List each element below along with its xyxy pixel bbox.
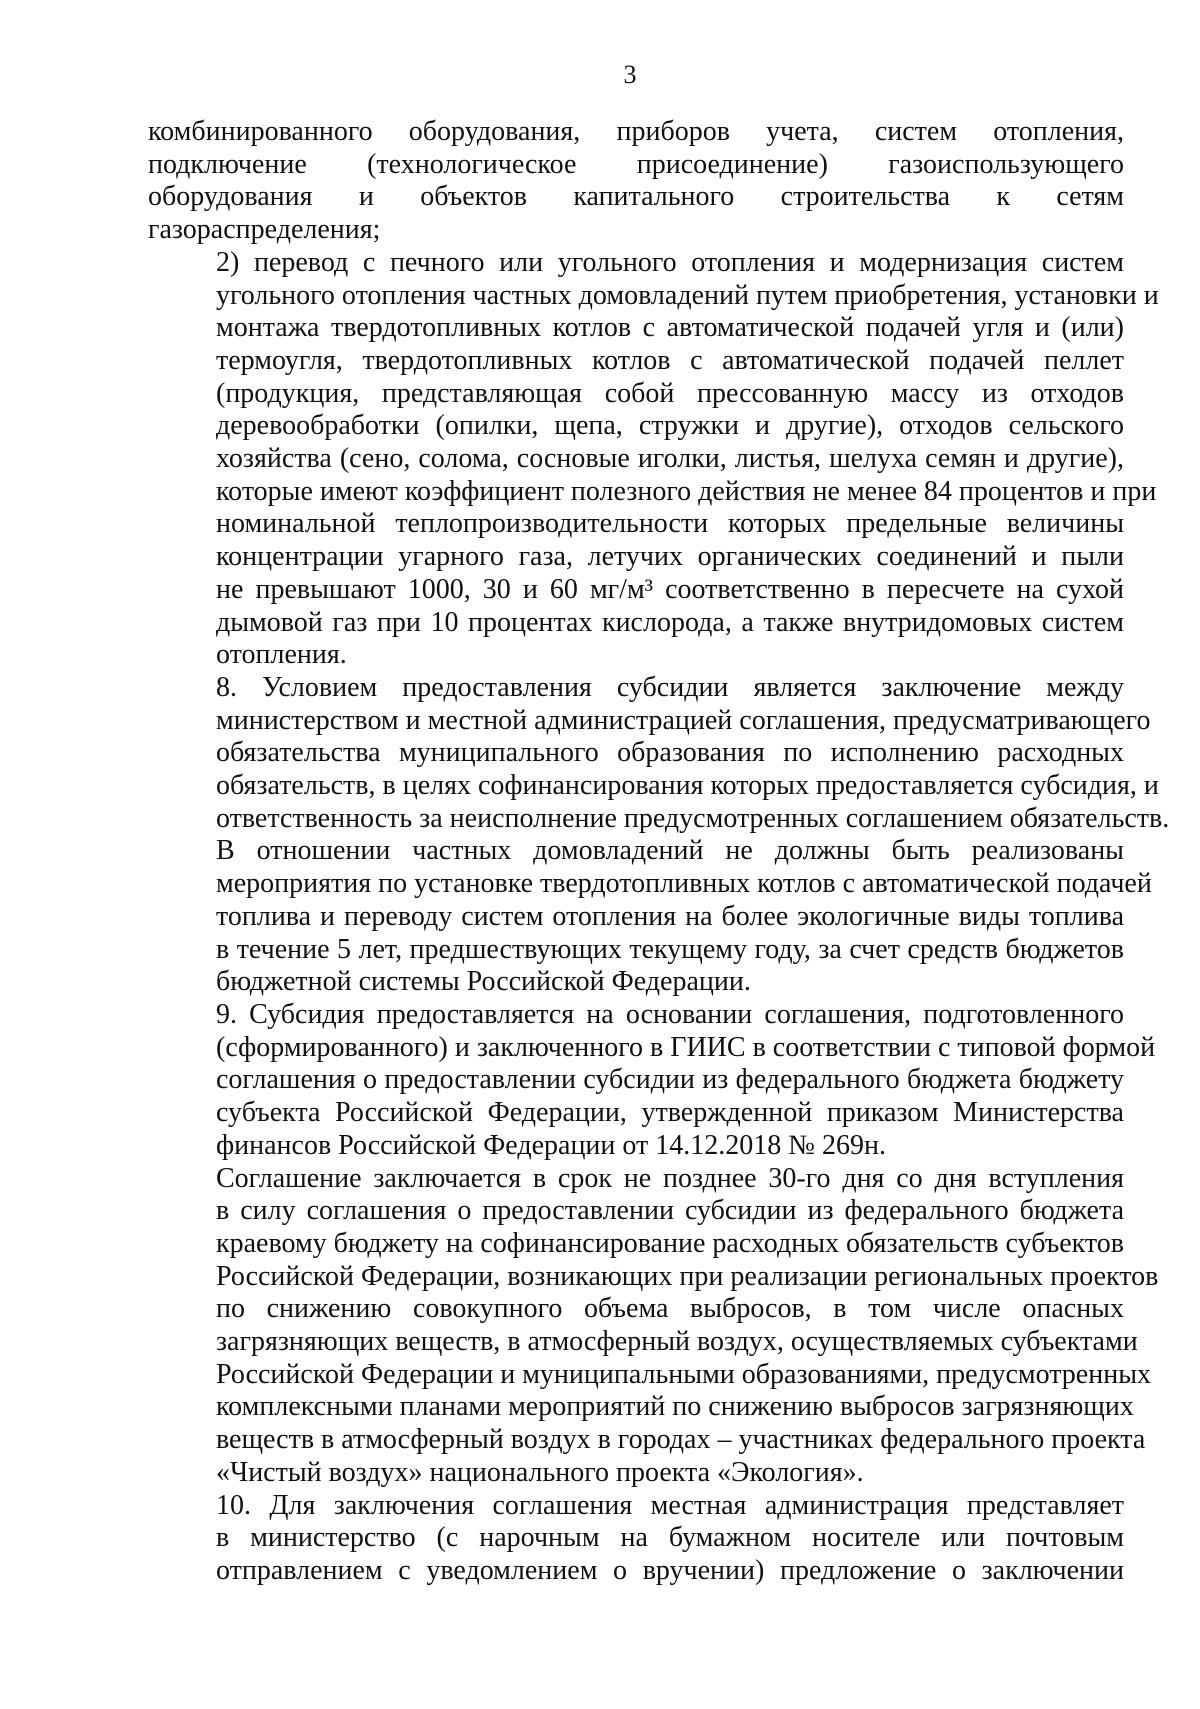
text-line: комбинированного оборудования, приборов учета, систем отопления, <box>148 116 1124 147</box>
text-line: не превышают 1000, 30 и 60 мг/м³ соответственно в пересчете на сухой <box>216 573 1124 605</box>
text-line: дымовой газ при 10 процентах кислорода, а также внутридомовых систем <box>216 606 1124 638</box>
text-line: номинальной теплопроизводительности которых предельные величины <box>216 508 1124 540</box>
text-line: министерством и местной администрацией соглашения, предусматривающего <box>216 704 1151 736</box>
paragraph-p4 <box>148 835 1152 999</box>
text-line: оборудования и объектов капитального строительства к сетям <box>148 181 1124 213</box>
text-line: Российской Федерации и муниципальными образованиями, предусмотренных <box>216 1358 1152 1390</box>
paragraph-p5 <box>148 998 1156 1163</box>
text-line: веществ в атмосферный воздух в городах – участниках федерального проекта <box>216 1424 1146 1456</box>
text-line: подключение (технологическое присоединение) газоиспользующего <box>148 148 1124 180</box>
text-line: 10. Для заключения соглашения местная администрация представляет <box>216 1489 1124 1521</box>
text-line: финансов Российской Федерации от 14.12.2018 № 269н. <box>216 1129 886 1161</box>
text-line: (продукция, представляющая собой прессованную массу из отходов <box>216 377 1124 409</box>
text-line: 2) перевод с печного или угольного отопления и модернизация систем <box>216 246 1124 278</box>
text-line: Соглашение заключается в срок не позднее 30-го дня со дня вступления <box>216 1162 1124 1194</box>
text-line: ответственность за неисполнение предусмотренных соглашением обязательств. <box>216 802 1170 834</box>
text-line: которые имеют коэффициент полезного действия не менее 84 процентов и при <box>216 475 1157 507</box>
text-line: отопления. <box>216 639 347 671</box>
text-line: субъекта Российской Федерации, утвержденной приказом Министерства <box>216 1097 1124 1129</box>
paragraph-p3 <box>148 671 1170 836</box>
text-line: Российской Федерации, возникающих при реализации региональных проектов <box>216 1260 1159 1292</box>
text-line: комплексными планами мероприятий по снижению выбросов загрязняющих <box>216 1391 1134 1423</box>
text-line: загрязняющих веществ, в атмосферный воздух, осуществляемых субъектами <box>216 1326 1138 1358</box>
paragraph-p7 <box>148 1490 1124 1588</box>
text-line: термоугля, твердотопливных котлов с автоматической подачей пеллет <box>216 344 1124 376</box>
text-line: хозяйства (сено, солома, сосновые иголки, листья, шелуха семян и другие), <box>216 443 1124 475</box>
text-line: обязательств, в целях софинансирования которых предоставляется субсидия, и <box>216 770 1159 802</box>
text-line: 9. Субсидия предоставляется на основании соглашения, подготовленного <box>216 998 1124 1030</box>
text-line: в силу соглашения о предоставлении субсидии из федерального бюджета <box>216 1195 1124 1227</box>
text-line: мероприятия по установке твердотопливных котлов с автоматической подачей <box>216 868 1152 900</box>
text-line: газораспределения; <box>148 214 381 246</box>
text-line: соглашения о предоставлении субсидии из федерального бюджета бюджету <box>216 1064 1124 1096</box>
document-body <box>148 116 1170 1588</box>
text-line: деревообработки (опилки, щепа, стружки и другие), отходов сельского <box>216 410 1124 442</box>
text-line: концентрации угарного газа, летучих органических соединений и пыли <box>216 541 1124 573</box>
text-line: 8. Условием предоставления субсидии является заключение между <box>216 671 1124 703</box>
text-line: бюджетной системы Российской Федерации. <box>216 966 751 998</box>
text-line: монтажа твердотопливных котлов с автоматической подачей угля и (или) <box>216 312 1124 344</box>
paragraph-p1 <box>148 116 1124 247</box>
text-line: в течение 5 лет, предшествующих текущему году, за счет средств бюджетов <box>216 933 1124 965</box>
paragraph-p2 <box>148 246 1159 672</box>
text-line: «Чистый воздух» национального проекта «Экология». <box>216 1456 864 1488</box>
text-line: краевому бюджету на софинансирование расходных обязательств субъектов <box>216 1227 1124 1259</box>
paragraph-p6 <box>148 1162 1159 1490</box>
text-line: обязательства муниципального образования по исполнению расходных <box>216 737 1124 769</box>
text-line: по снижению совокупного объема выбросов, в том числе опасных <box>216 1293 1124 1325</box>
text-line: в министерство (с нарочным на бумажном носителе или почтовым <box>216 1522 1124 1554</box>
text-line: В отношении частных домовладений не должны быть реализованы <box>216 835 1124 867</box>
text-line: угольного отопления частных домовладений путем приобретения, установки и <box>216 279 1159 311</box>
text-line: (сформированного) и заключенного в ГИИС в соответствии с типовой формой <box>216 1031 1156 1063</box>
text-line: топлива и переводу систем отопления на более экологичные виды топлива <box>216 900 1124 932</box>
text-line: отправлением с уведомлением о вручении) предложение о заключении <box>216 1554 1124 1586</box>
page-number: 3 <box>623 60 637 89</box>
